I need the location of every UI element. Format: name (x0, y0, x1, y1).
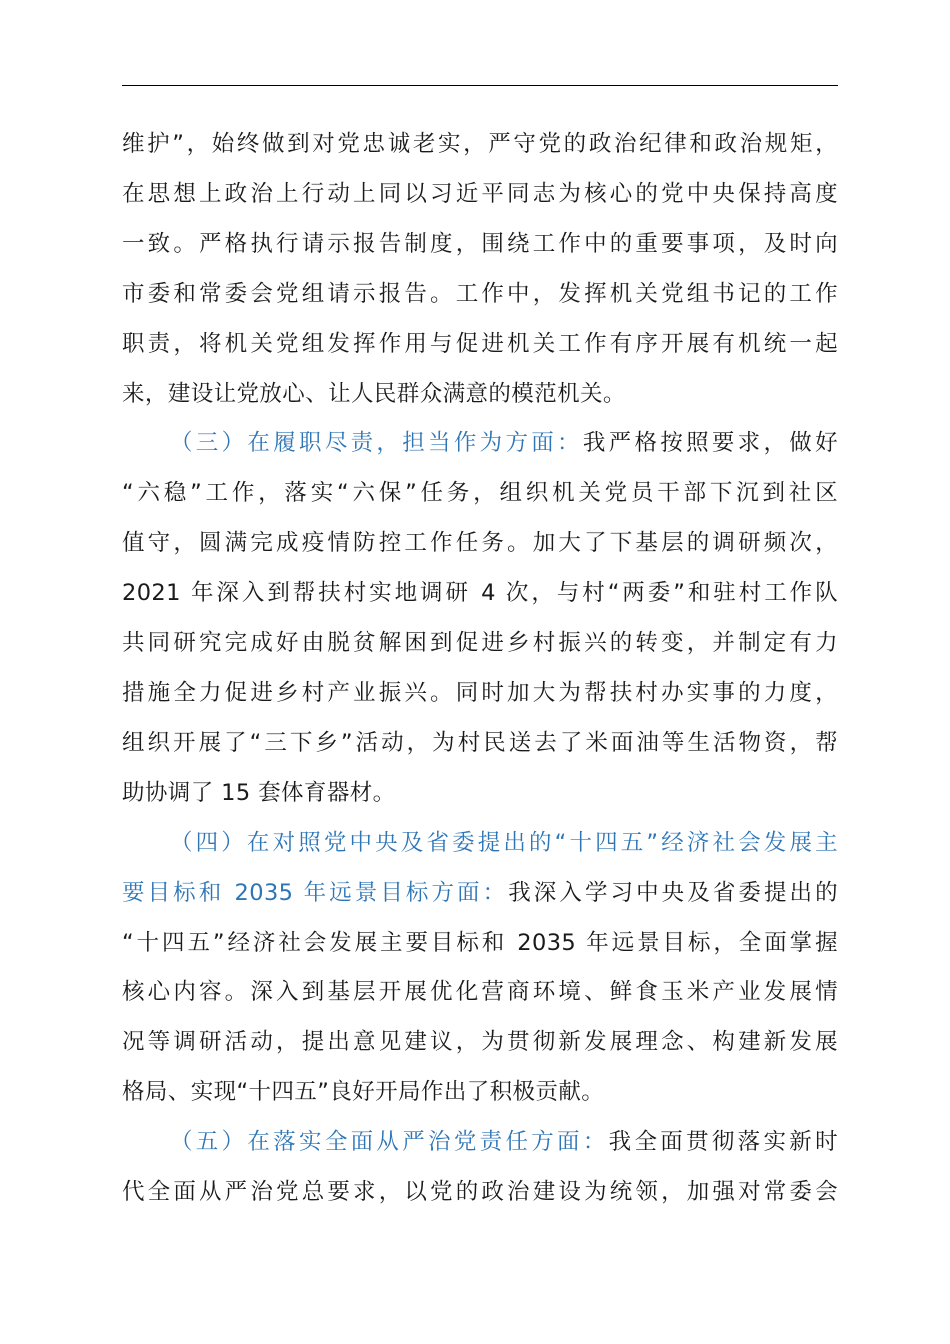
text-line: 核心内容。深入到基层开展优化营商环境、鲜食玉米产业发展情 (122, 979, 838, 1006)
section-heading: （四）在对照党中央及省委提出的“十四五”经济社会发展主 (170, 829, 838, 856)
text-line: 2021 年深入到帮扶村实地调研 4 次，与村“两委”和驻村工作队 (122, 580, 838, 607)
text-line: 在思想上政治上行动上同以习近平同志为核心的党中央保持高度 (122, 180, 838, 207)
text-line (122, 419, 838, 469)
text-line: 代全面从严治党总要求，以党的政治建设为统领，加强对常委会 (122, 1179, 838, 1206)
section-heading-continued: 要目标和 2035 年远景目标方面： (122, 879, 509, 906)
text-line: 况等调研活动，提出意见建议，为贯彻新发展理念、构建新发展 (122, 1029, 838, 1056)
text-line: “六稳”工作，落实“六保”任务，组织机关党员干部下沉到社区 (122, 480, 838, 507)
text-line: 维护”，始终做到对党忠诚老实，严守党的政治纪律和政治规矩， (122, 131, 838, 157)
text-line (122, 869, 838, 919)
text-run: 我严格按照要求，做好 (582, 430, 838, 457)
text-line: 来，建设让党放心、让人民群众满意的模范机关。 (122, 380, 626, 407)
paragraph-section-4 (122, 819, 838, 1118)
text-line: “十四五”经济社会发展主要目标和 2035 年远景目标，全面掌握 (122, 929, 838, 956)
text-line: 共同研究完成好由脱贫解困到促进乡村振兴的转变，并制定有力 (122, 630, 838, 657)
text-line: 值守，圆满完成疫情防控工作任务。加大了下基层的调研频次， (122, 530, 838, 557)
paragraph-continuation (122, 120, 838, 419)
text-line: 市委和常委会党组请示报告。工作中，发挥机关党组书记的工作 (122, 280, 838, 307)
text-line: 职责，将机关党组发挥作用与促进机关工作有序开展有机统一起 (122, 330, 838, 357)
paragraph-section-5 (122, 1118, 838, 1218)
text-line: 助协调了 15 套体育器材。 (122, 779, 396, 806)
text-line: 格局、实现“十四五”良好开局作出了积极贡献。 (122, 1079, 605, 1106)
text-line: 组织开展了“三下乡”活动，为村民送去了米面油等生活物资，帮 (122, 729, 838, 756)
header-rule (122, 85, 838, 86)
text-line (122, 1118, 838, 1168)
section-heading: （三）在履职尽责，担当作为方面： (170, 430, 583, 457)
paragraph-section-3 (122, 419, 838, 818)
section-heading: （五）在落实全面从严治党责任方面： (170, 1129, 609, 1156)
text-line: 措施全力促进乡村产业振兴。同时加大为帮扶村办实事的力度， (122, 679, 838, 706)
text-line: 一致。严格执行请示报告制度，围绕工作中的重要事项，及时向 (122, 230, 838, 257)
text-run: 我全面贯彻落实新时 (608, 1129, 838, 1156)
text-run: 我深入学习中央及省委提出的 (508, 879, 838, 906)
document-body (122, 120, 838, 1218)
